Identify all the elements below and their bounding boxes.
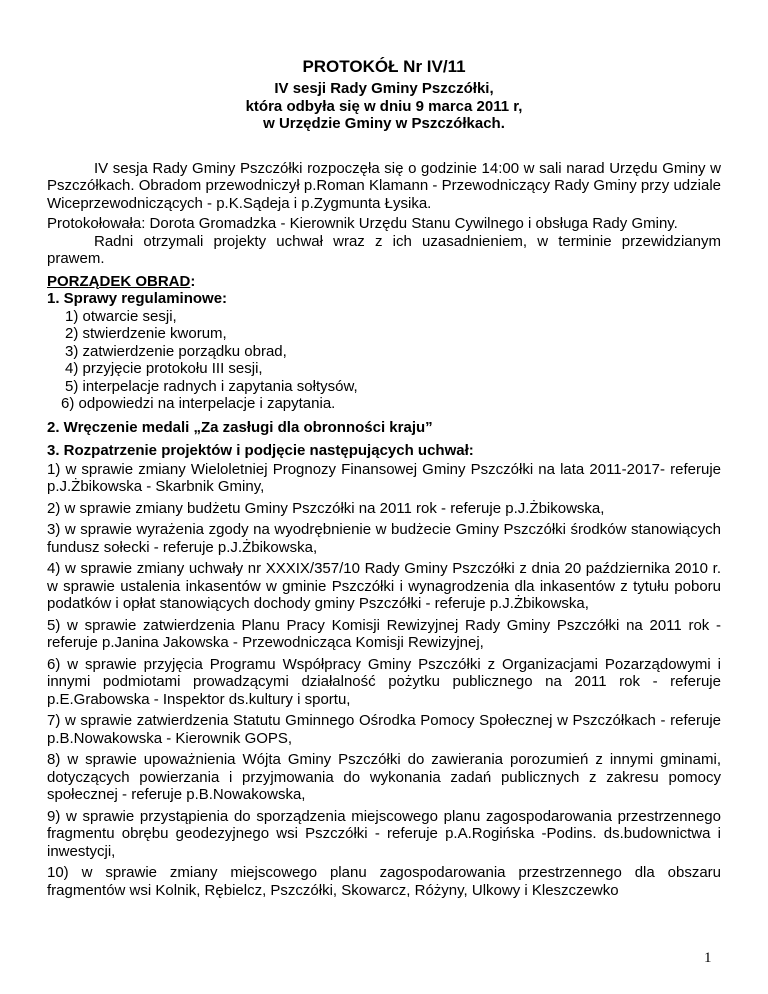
document-page: [47, 0, 721, 899]
page-number: 1: [704, 950, 712, 966]
intro-paragraph-minutes-taker: Protokołowała: Dorota Gromadzka - Kierownik Urzędu Stanu Cywilnego i obsługa Rady Gminy.: [47, 215, 678, 232]
protocol-subtitle: [47, 80, 721, 133]
intro-paragraph-session: IV sesja Rady Gminy Pszczółki rozpoczęła się o godzinie 14:00 w sali narad Urzędu Gminy w Pszczółkach. Obradom przewodniczył p.Roman Klamann - Przewodniczący Rady Gminy przy udziale Wiceprzewodniczących - p.K.Sądeja i p.Zygmunta Łysika.: [47, 159, 721, 212]
resolution-item: 9) w sprawie przystąpienia do sporządzenia miejscowego planu zagospodarowania przestrzennego fragmentu obrębu geodezyjnego wsi Pszczółki - referuje p.A.Rogińska -Podins. ds.budownictwa i inwestycji,: [47, 807, 721, 860]
list-item: 3) zatwierdzenie porządku obrad,: [65, 342, 287, 360]
agenda-heading-text: PORZĄDEK OBRAD: [47, 272, 191, 290]
agenda-section-1-list: [47, 308, 721, 413]
resolution-item: 4) w sprawie zmiany uchwały nr XXXIX/357/10 Rady Gminy Pszczółki z dnia 20 października 2010 r. w sprawie ustalenia inkasentów w gminie Pszczółki i wynagrodzenia dla inkasentów z tytułu poboru podatków i opłat stanowiących dochody gminy Pszczółki - referuje p.J.Żbikowska,: [47, 560, 721, 612]
protocol-title: PROTOKÓŁ Nr IV/11: [302, 57, 466, 76]
resolution-item: 3) w sprawie wyrażenia zgody na wyodrębnienie w budżecie Gminy Pszczółki środków stanowiących fundusz sołecki - referuje p.J.Żbikowska,: [47, 521, 721, 556]
list-item: 6) odpowiedzi na interpelacje i zapytania.: [61, 395, 336, 412]
intro-paragraph-drafts: Radni otrzymali projekty uchwał wraz z ich uzasadnieniem, w terminie przewidzianym prawem.: [47, 232, 721, 267]
agenda-heading: [47, 273, 721, 291]
agenda-section-3-list: [47, 461, 721, 900]
list-item: 2) stwierdzenie kworum,: [65, 325, 227, 342]
agenda-section-2-title: 2. Wręczenie medali „Za zasługi dla obronności kraju”: [47, 418, 433, 436]
resolution-item: 8) w sprawie upoważnienia Wójta Gminy Pszczółki do zawierania porozumień z innymi gminami, dotyczących powierzania i przyjmowania do wykonania zadań publicznych z zakresu pomocy społecznej - referuje p.B.Nowakowska,: [47, 751, 721, 803]
resolution-item: 6) w sprawie przyjęcia Programu Współpracy Gminy Pszczółki z Organizacjami Pozarządowymi i innymi podmiotami prowadzącymi działalność pożytku publicznego na 2011 rok - referuje p.E.Grabowska - Inspektor ds.kultury i sportu,: [47, 655, 721, 708]
subtitle-line: w Urzędzie Gminy w Pszczółkach.: [263, 115, 505, 132]
resolution-item: 2) w sprawie zmiany budżetu Gminy Pszczółki na 2011 rok - referuje p.J.Żbikowska,: [47, 499, 605, 517]
resolution-item: 7) w sprawie zatwierdzenia Statutu Gminnego Ośrodka Pomocy Społecznej w Pszczółkach - referuje p.B.Nowakowska - Kierownik GOPS,: [47, 712, 721, 747]
list-item: 4) przyjęcie protokołu III sesji,: [65, 360, 263, 377]
resolution-item: 1) w sprawie zmiany Wieloletniej Prognozy Finansowej Gminy Pszczółki na lata 2011-2017- referuje p.J.Żbikowska - Skarbnik Gminy,: [47, 460, 721, 495]
subtitle-line: która odbyła się w dniu 9 marca 2011 r,: [245, 97, 523, 115]
resolution-item: 5) w sprawie zatwierdzenia Planu Pracy Komisji Rewizyjnej Rady Gminy Pszczółki na 2011 rok - referuje p.Janina Jakowska - Przewodnicząca Komisji Rewizyjnej,: [47, 616, 721, 651]
resolution-item: 10) w sprawie zmiany miejscowego planu zagospodarowania przestrzennego dla obszaru fragmentów wsi Kolnik, Rębielcz, Pszczółki, Skowarcz, Różyny, Ulkowy i Kleszczewko: [47, 864, 721, 899]
list-item: 1) otwarcie sesji,: [65, 307, 177, 325]
agenda-section-3-title: 3. Rozpatrzenie projektów i podjęcie następujących uchwał:: [47, 442, 474, 459]
agenda-heading-colon: :: [190, 272, 196, 290]
agenda-section-1-title: 1. Sprawy regulaminowe:: [47, 290, 228, 307]
list-item: 5) interpelacje radnych i zapytania sołtysów,: [65, 377, 358, 395]
subtitle-line: IV sesji Rady Gminy Pszczółki,: [274, 80, 494, 97]
